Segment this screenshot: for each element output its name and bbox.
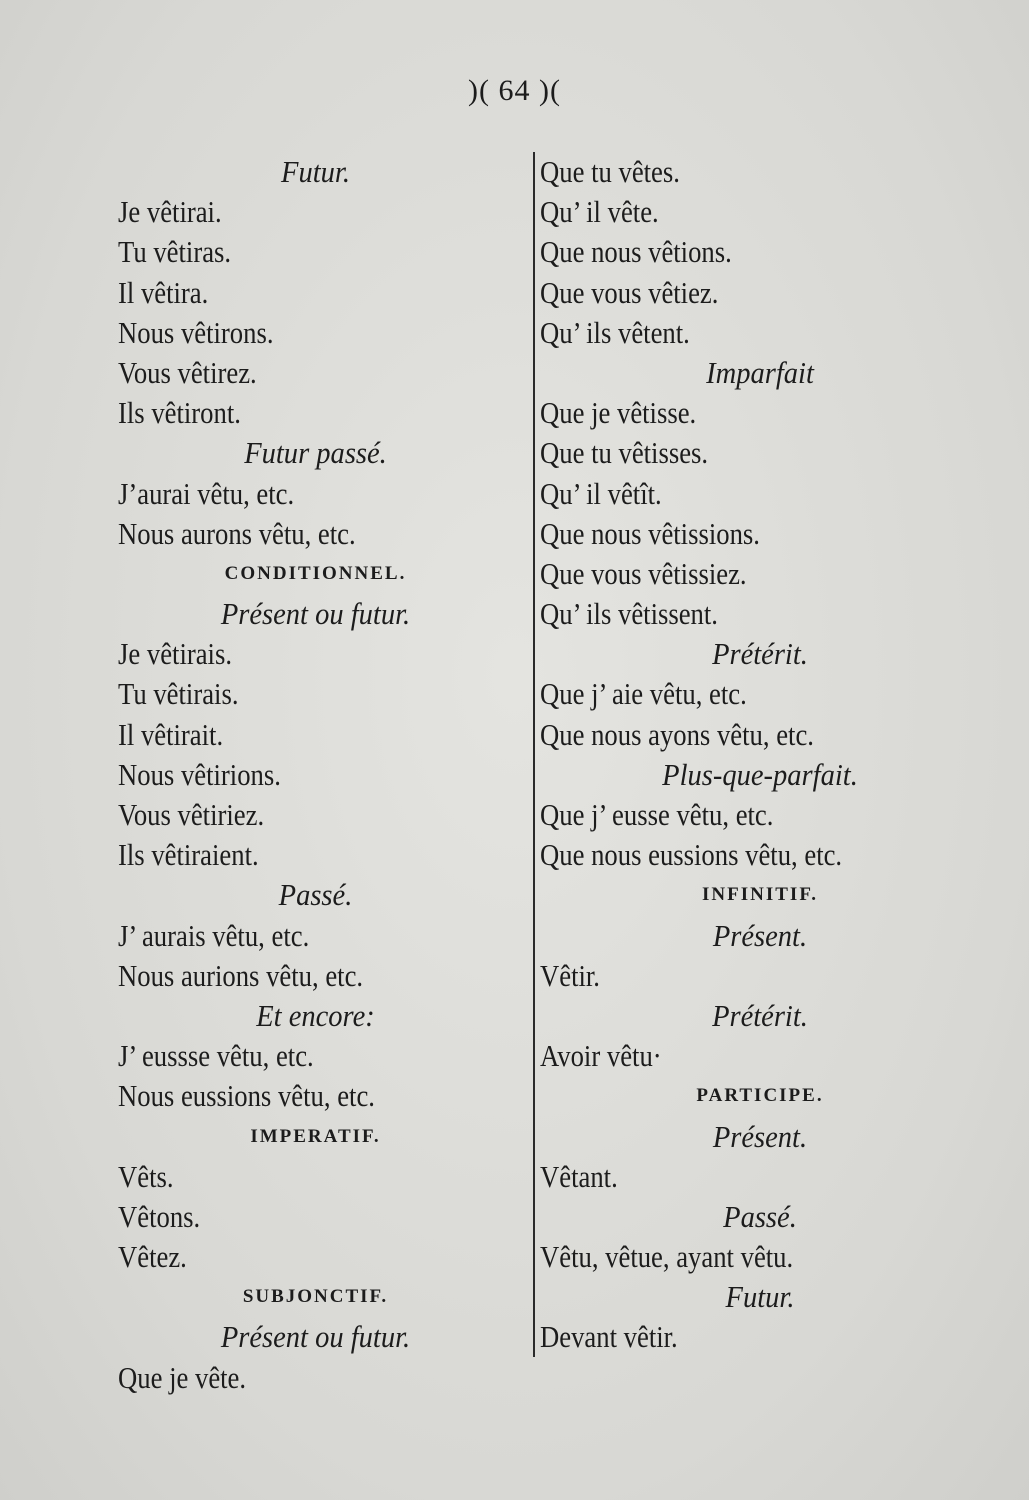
conjugation-line: Que je vête.	[118, 1359, 247, 1395]
conjugation-line: Il vêtira.	[118, 274, 209, 310]
mood-heading: SUBJONCTIF.	[242, 1286, 389, 1308]
conjugation-line: Qu’ il vête.	[540, 194, 659, 230]
tense-heading: Futur.	[725, 1279, 795, 1315]
conjugation-line: Que nous vêtions.	[540, 234, 732, 270]
conjugation-line: Vêtu, vêtue, ayant vêtu.	[540, 1239, 794, 1275]
conjugation-line: Vêtir.	[540, 957, 600, 993]
conjugation-line: Que nous ayons vêtu, etc.	[540, 716, 814, 752]
conjugation-line: Qu’ ils vêtissent.	[540, 596, 718, 632]
column-divider	[533, 152, 535, 1357]
mood-heading: INFINITIF.	[702, 884, 818, 906]
conjugation-line: Tu vêtiras.	[118, 234, 232, 270]
conjugation-line: Nous eussions vêtu, etc.	[118, 1078, 375, 1114]
left-column	[118, 152, 513, 1398]
conjugation-line: Que nous vêtissions.	[540, 515, 760, 551]
conjugation-line: J’aurai vêtu, etc.	[118, 475, 295, 511]
mood-heading: PARTICIPE.	[696, 1085, 824, 1107]
conjugation-line: Qu’ ils vêtent.	[540, 314, 690, 350]
conjugation-line: Je vêtirai.	[118, 194, 222, 230]
conjugation-line: Devant vêtir.	[540, 1319, 678, 1355]
conjugation-line: Que tu vêtisses.	[540, 435, 709, 471]
conjugation-line: Il vêtirait.	[118, 716, 224, 752]
tense-heading: Passé.	[723, 1198, 797, 1234]
tense-heading: Futur.	[281, 154, 350, 189]
conjugation-line: Que vous vêtissiez.	[540, 555, 747, 591]
mood-heading: IMPERATIF.	[250, 1125, 381, 1147]
conjugation-line: Vêtez.	[118, 1239, 187, 1275]
tense-heading: Prétérit.	[712, 636, 808, 672]
conjugation-line: Qu’ il vêtît.	[540, 475, 662, 511]
conjugation-line: Avoir vêtu·	[540, 1038, 662, 1074]
tense-heading: Présent.	[712, 917, 808, 953]
conjugation-line: Nous aurons vêtu, etc.	[118, 515, 356, 551]
tense-heading: Passé.	[278, 877, 353, 913]
conjugation-line: Que j’ eusse vêtu, etc.	[540, 797, 774, 832]
conjugation-line: Vous vêtiriez.	[118, 797, 265, 832]
tense-heading: Et encore:	[256, 997, 375, 1033]
conjugation-line: Vêtant.	[540, 1158, 618, 1194]
conjugation-line: Que vous vêtiez.	[540, 274, 719, 310]
tense-heading: Présent ou futur.	[220, 1319, 411, 1355]
page-number: )( 64 )(	[468, 74, 561, 107]
conjugation-line: Que nous eussions vêtu, etc.	[540, 837, 843, 873]
conjugation-line: J’ eussse vêtu, etc.	[118, 1038, 314, 1074]
tense-heading: Présent.	[712, 1118, 808, 1154]
conjugation-line: Tu vêtirais.	[118, 676, 239, 712]
tense-heading: Présent ou futur.	[220, 596, 411, 632]
conjugation-line: Ils vêtiront.	[118, 395, 241, 431]
tense-heading: Prétérit.	[712, 997, 808, 1033]
conjugation-line: Vous vêtirez.	[118, 354, 257, 390]
tense-heading: Futur passé.	[244, 435, 387, 471]
conjugation-line: Vêts.	[118, 1158, 174, 1194]
conjugation-line: Nous vêtirons.	[118, 314, 274, 350]
conjugation-line: Nous aurions vêtu, etc.	[118, 957, 364, 993]
conjugation-line: Que tu vêtes.	[540, 154, 680, 189]
conjugation-line: Je vêtirais.	[118, 636, 233, 672]
tense-heading: Plus-que-parfait.	[662, 756, 858, 792]
conjugation-line: Nous vêtirions.	[118, 756, 281, 792]
conjugation-line: Ils vêtiraient.	[118, 837, 259, 873]
tense-heading: Imparfait	[706, 354, 814, 390]
conjugation-line: Que j’ aie vêtu, etc.	[540, 676, 747, 712]
right-column	[540, 152, 980, 1358]
conjugation-line: J’ aurais vêtu, etc.	[118, 917, 310, 953]
mood-heading: CONDITIONNEL.	[224, 562, 407, 584]
conjugation-line: Vêtons.	[118, 1198, 201, 1234]
conjugation-line: Que je vêtisse.	[540, 395, 697, 431]
